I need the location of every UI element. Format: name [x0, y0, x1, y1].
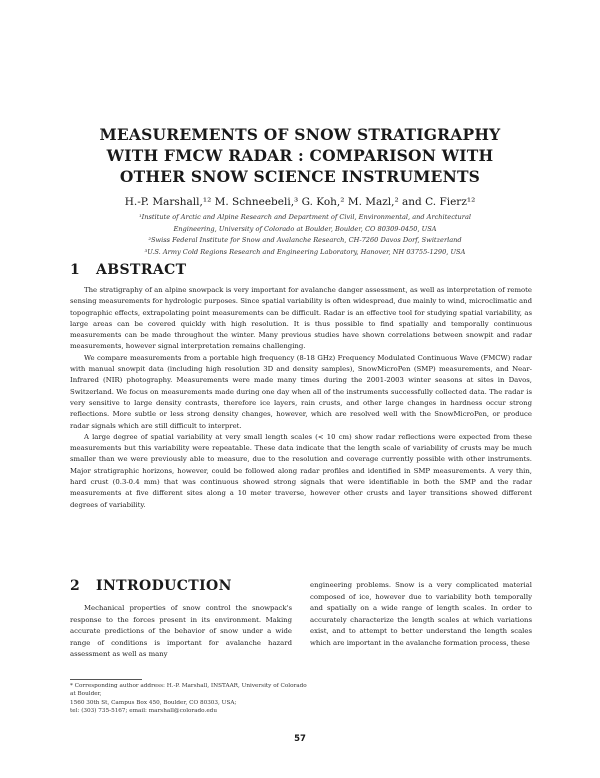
affiliations: [90, 212, 520, 258]
section-heading-abstract: [70, 262, 186, 278]
footnote-line-3: tel: (303) 735-5167; email: marshall@colorado.edu: [70, 708, 217, 715]
section-title: INTRODUCTION: [96, 578, 232, 594]
section-number: 2: [70, 578, 81, 594]
author-list: H.-P. Marshall,¹² M. Schneebeli,³ G. Koh,² M. Mazl,² and C. Fierz¹²: [124, 196, 476, 208]
intro-left-text: Mechanical properties of snow control the snowpack's response to the forces present in its environment. Making accurate predictions of the behavior of snow under a wide range of conditions is important for avalanche hazard assessment as well as many: [70, 604, 292, 658]
page-number: 57: [294, 734, 306, 744]
affiliation-2: ²Swiss Federal Institute for Snow and Avalanche Research, CH-7260 Davos Dorf, Switzerland: [148, 236, 462, 245]
abstract-body: [70, 285, 532, 511]
section-title: ABSTRACT: [96, 262, 187, 278]
footnote-rule: [70, 679, 142, 680]
title-line-1: MEASUREMENTS OF SNOW STRATIGRAPHY: [99, 125, 501, 144]
abstract-paragraph-2: We compare measurements from a portable high frequency (8-18 GHz) Frequency Modulated Continuous Wave (FMCW) radar with manual snowpit data (including high resolution 3D and density samples), SnowMicroPen (SMP) measurements, and Near-Infrared (NIR) photography. Measurements were made many times during the 2001-2003 winter seasons at sites in Davos, Switzerland. We focus on measurements made during one day when all of the instruments successfully collected data. The radar is very sensitive to large density contrasts, therefore ice layers, rain crusts, and other large changes in hardness occur strong reflections. More subtle or less strong density changes, however, which are resolved well with the SnowMicroPen, or produce radar signals which are still difficult to interpret.: [70, 353, 532, 430]
footnote-line-2: 1560 30th St, Campus Box 450, Boulder, CO 80303, USA;: [70, 699, 237, 706]
intro-left-column: [70, 603, 292, 661]
title-line-3: OTHER SNOW SCIENCE INSTRUMENTS: [119, 167, 481, 186]
section-number: 1: [70, 262, 81, 278]
footnote-line-1: * Corresponding author address: H.-P. Marshall, INSTAAR, University of Colorado at Boulder,: [70, 683, 307, 698]
title-line-2: WITH FMCW RADAR : COMPARISON WITH: [106, 146, 494, 165]
abstract-paragraph-3: A large degree of spatial variability at very small length scales (< 10 cm) show radar reflections were expected from these measurements but this variability were repeatable. These data indicate that the length scale of variability of crusts may be much smaller than we were previously able to measure, due to the resolution and coverage currently possible with other instruments. Major stratigraphic horizons, however, could be followed along radar profiles and identified in SMP measurements. A very thin, hard crust (0.3-0.4 mm) that was continuous showed strong signals that were identifiable in both the SMP and the radar measurements at five different sites along a 10 meter traverse, however other crusts and layer transitions showed different degrees of variability.: [70, 432, 532, 509]
abstract-paragraph-1: The stratigraphy of an alpine snowpack is very important for avalanche danger assessment, as well as interpretation of remote sensing measurements for hydrologic purposes. Since spatial variability is often widespread, due mainly to wind, microclimatic and topographic effects, extrapolating point measurements can be difficult. Radar is an effective tool for studying spatial variability, as large areas can be covered quickly with high resolution. It is thus possible to find spatially and temporally continuous measurements can be made throughout the winter. Many previous studies have shown correlations between snowpit and radar measurements, however signal interpretation remains challenging.: [70, 286, 532, 351]
affiliation-1b: Engineering, University of Colorado at Boulder, Boulder, CO 80309-0450, USA: [173, 224, 437, 233]
intro-right-column: [310, 580, 532, 649]
section-heading-introduction: [70, 578, 232, 594]
intro-right-text: engineering problems. Snow is a very complicated material composed of ice, however due to variability both temporally and spatially on a wide range of length scales. In order to accurately characterize the length scales at which variations exist, and to attempt to better understand the length scales which are important in the avalanche formation process, these: [310, 581, 532, 647]
affiliation-3: ³U.S. Army Cold Regions Research and Engineering Laboratory, Hanover, NH 03755-1290, USA: [144, 247, 466, 256]
footnote: [70, 682, 310, 716]
affiliation-1a: ¹Institute of Arctic and Alpine Research and Department of Civil, Environmental, and Architectural: [139, 213, 471, 221]
paper-title: [60, 124, 540, 187]
